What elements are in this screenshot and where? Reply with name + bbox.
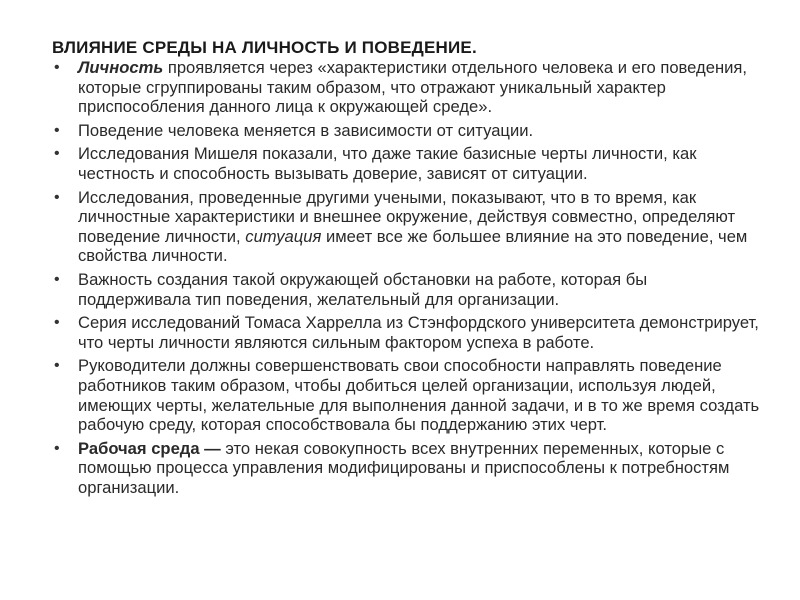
bullet-dot-icon: • [54, 188, 60, 206]
slide-title: ВЛИЯНИЕ СРЕДЫ НА ЛИЧНОСТЬ И ПОВЕДЕНИЕ. [52, 38, 477, 57]
bullet-list [50, 58, 762, 501]
list-item [50, 439, 762, 498]
list-item-text: Исследования Мишеля показали, что даже такие базисные черты личности, как честность и способность вызывать доверие, зависят от ситуации. [78, 144, 697, 183]
list-item-text: Поведение человека меняется в зависимости от ситуации. [78, 120, 534, 140]
bullet-dot-icon: • [54, 357, 60, 375]
bullet-dot-icon: • [54, 121, 60, 139]
bullet-dot-icon: • [54, 314, 60, 332]
bullet-dot-icon: • [54, 270, 60, 288]
list-item [50, 188, 762, 266]
list-item-text-end: имеет все же большее влияние на это поведение, чем свойства личности. [78, 226, 748, 266]
list-item-text: Исследования, проведенные другими учеными, показывают, что в то время, как личностные характеристики и внешнее окружение, действуя совместно, определяют поведение личности, [78, 187, 736, 246]
list-item [50, 270, 762, 309]
bullet-dot-icon: • [54, 59, 60, 76]
list-item [50, 313, 762, 352]
list-item [50, 58, 762, 117]
term-personality: Личность [78, 58, 164, 77]
bullet-dot-icon: • [54, 439, 60, 457]
list-item [50, 356, 762, 434]
list-item-text: это некая совокупность всех внутренних переменных, которые с помощью процесса управления модифицированы и приспособлены к потребностям организации. [78, 438, 730, 497]
term-situation: ситуация [245, 226, 322, 246]
bullet-dot-icon: • [54, 145, 60, 163]
list-item-text: Серия исследований Томаса Харрелла из Стэнфордского университета демонстрирует, что черты личности являются сильным фактором успеха в работе. [78, 313, 759, 352]
list-item [50, 144, 762, 183]
list-item-text: Важность создания такой окружающей обстановки на работе, которая бы поддерживала тип поведения, желательный для организации. [78, 269, 648, 309]
term-work-environment: Рабочая среда — [78, 438, 221, 458]
list-item [50, 121, 762, 141]
list-item-text: проявляется через «характеристики отдельного человека и его поведения, которые сгруппированы таким образом, что отражают уникальный характер приспособления данного лица к окружающей среде». [78, 58, 747, 117]
list-item-text: Руководители должны совершенствовать свои способности направлять поведение работников таким образом, чтобы добиться целей организации, используя людей, имеющих черты, желательные для выполнения данной задачи, и в то же время создать рабочую среду, которая способствовала бы поддержанию этих черт. [78, 356, 760, 435]
